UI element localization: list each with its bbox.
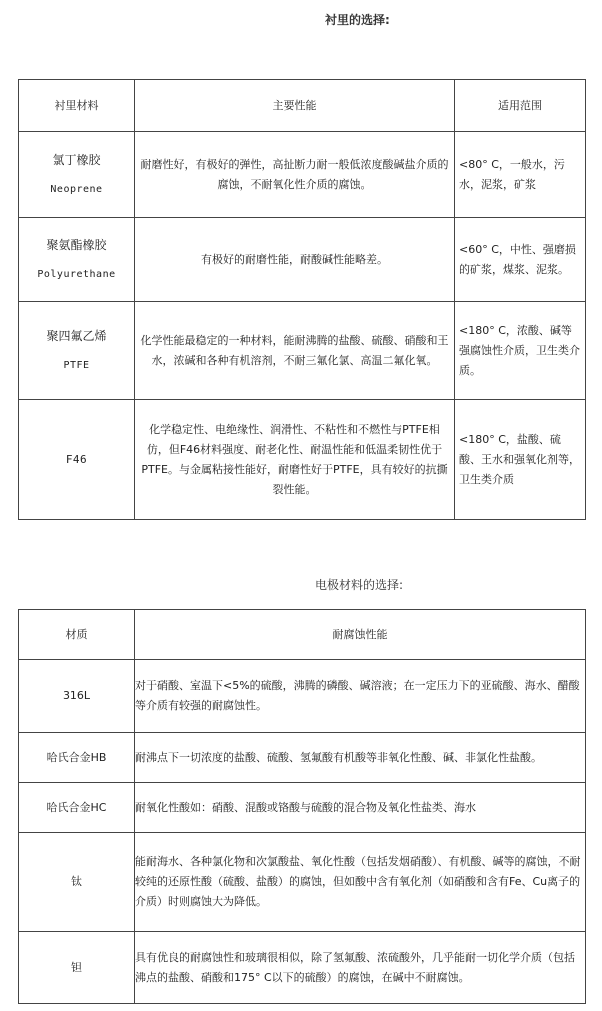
electrode-material-cell <box>19 783 135 833</box>
electrode-material-name: 哈氏合金HB <box>46 750 107 764</box>
performance-text: 化学性能最稳定的一种材料，能耐沸腾的盐酸、硫酸、硝酸和王水，浓碱和各种有机溶剂，不耐三氟化氯、高温二氟化氧。 <box>140 333 449 367</box>
material-cell <box>19 400 135 520</box>
table-row <box>19 783 586 833</box>
header-corrosion-resistance: 耐腐蚀性能 <box>135 610 586 660</box>
material-cell <box>19 132 135 218</box>
corrosion-text: 对于硝酸、室温下<5%的硫酸，沸腾的磷酸、碱溶液；在一定压力下的亚硫酸、海水、醋酸等介质有较强的耐腐蚀性。 <box>135 679 580 712</box>
header-material: 材质 <box>19 610 135 660</box>
corrosion-cell <box>135 932 586 1004</box>
electrode-table <box>18 609 586 1004</box>
corrosion-cell <box>135 660 586 733</box>
lining-table-header-row <box>19 80 586 132</box>
electrode-material-name: 钽 <box>71 960 82 974</box>
material-name: F46 <box>65 452 88 466</box>
range-text: <60° C，中性、强磨损的矿浆，煤浆、泥浆。 <box>459 242 576 276</box>
material-name-en: PTFE <box>63 359 90 371</box>
range-text: <80° C，一般水，污水，泥浆，矿浆 <box>459 157 565 191</box>
performance-cell <box>135 400 455 520</box>
corrosion-text: 耐氧化性酸如：硝酸、混酸或铬酸与硫酸的混合物及氧化性盐类、海水 <box>135 800 476 814</box>
corrosion-text: 能耐海水、各种氯化物和次氯酸盐、氧化性酸（包括发烟硝酸）、有机酸、碱等的腐蚀，不耐较纯的还原性酸（硫酸、盐酸）的腐蚀，但如酸中含有氧化剂（如硝酸和含有Fe、Cu离子的介质）时则腐蚀大为降低。 <box>135 855 581 908</box>
electrode-material-name: 钛 <box>71 875 82 888</box>
performance-text: 耐磨性好，有极好的弹性，高扯断力耐一般低浓度酸碱盐介质的腐蚀，不耐氧化性介质的腐蚀。 <box>140 157 449 191</box>
lining-table <box>18 79 586 520</box>
electrode-material-cell <box>19 833 135 932</box>
range-text: <180° C，浓酸、碱等强腐蚀性介质，卫生类介质。 <box>459 323 580 377</box>
corrosion-text: 耐沸点下一切浓度的盐酸、硫酸、氢氟酸有机酸等非氧化性酸、碱、非氯化性盐酸。 <box>135 750 542 764</box>
range-text: <180° C，盐酸、硫酸、王水和强氧化剂等，卫生类介质 <box>459 432 580 486</box>
material-name-en: Neoprene <box>50 183 103 195</box>
table-row <box>19 932 586 1004</box>
performance-cell <box>135 218 455 302</box>
material-name: 聚氨酯橡胶 <box>46 237 107 252</box>
electrode-material-cell <box>19 733 135 783</box>
table-row <box>19 733 586 783</box>
table-row <box>19 660 586 733</box>
table-row <box>19 132 586 218</box>
electrode-table-header-row <box>19 610 586 660</box>
corrosion-cell <box>135 733 586 783</box>
range-cell <box>455 302 586 400</box>
performance-text: 有极好的耐磨性能，耐酸碱性能略差。 <box>201 252 388 266</box>
performance-cell <box>135 132 455 218</box>
electrode-material-name: 哈氏合金HC <box>46 800 107 814</box>
table-row <box>19 833 586 932</box>
header-application-range: 适用范围 <box>455 80 586 132</box>
electrode-section-title: 电极材料的选择: <box>315 578 404 592</box>
table-row <box>19 302 586 400</box>
range-cell <box>455 132 586 218</box>
header-main-performance: 主要性能 <box>135 80 455 132</box>
electrode-material-cell <box>19 660 135 733</box>
table-row <box>19 218 586 302</box>
performance-cell <box>135 302 455 400</box>
range-cell <box>455 218 586 302</box>
material-cell <box>19 218 135 302</box>
lining-section-title: 衬里的选择: <box>325 13 390 27</box>
performance-text: 化学稳定性、电绝缘性、润滑性、不粘性和不燃性与PTFE相仿，但F46材料强度、耐老化性、耐温性能和低温柔韧性优于PTFE。与金属粘接性能好，耐磨性好于PTFE，具有较好的抗撕裂性能。 <box>141 422 448 496</box>
header-lining-material: 衬里材料 <box>19 80 135 132</box>
corrosion-cell <box>135 783 586 833</box>
electrode-material-name: 316L <box>62 689 91 702</box>
material-name: 聚四氟乙烯 <box>46 328 107 343</box>
material-name-en: Polyurethane <box>37 268 116 280</box>
material-name: 氯丁橡胶 <box>52 152 101 167</box>
table-row <box>19 400 586 520</box>
material-cell <box>19 302 135 400</box>
range-cell <box>455 400 586 520</box>
electrode-material-cell <box>19 932 135 1004</box>
corrosion-cell <box>135 833 586 932</box>
corrosion-text: 具有优良的耐腐蚀性和玻璃很相似，除了氢氟酸、浓硫酸外，几乎能耐一切化学介质（包括沸点的盐酸、硝酸和175° C以下的硫酸）的腐蚀，在碱中不耐腐蚀。 <box>135 950 575 984</box>
